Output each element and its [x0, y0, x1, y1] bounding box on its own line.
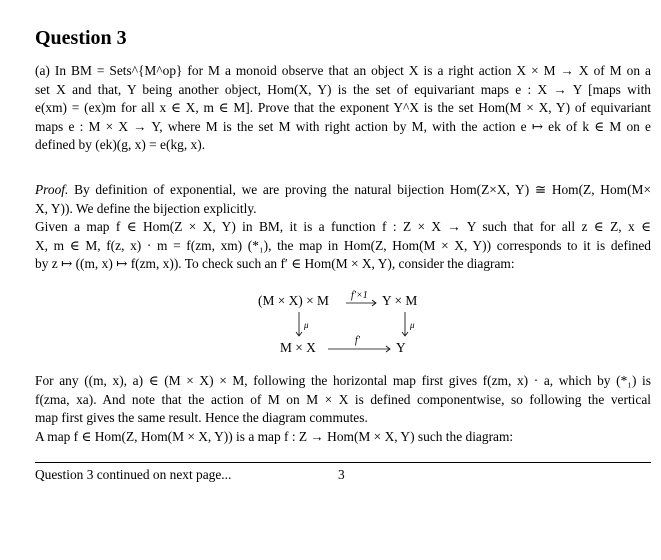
proof-line: By definition of exponential, we are proving the natural bijection Hom(Z×X, Y) ≅ Hom(Z, Hom(M× — [74, 182, 651, 197]
question-line: set X and that, Y being another object, Hom(X, Y) is the set of equivariant maps e : X → Y [maps with — [35, 81, 651, 97]
after-line: For any ((m, x), a) ∈ (M × X) × M, following the horizontal map first gives f(zm, x) · a, which by (*₁) is — [35, 373, 651, 388]
footer-continued-text: Question 3 continued on next page... — [35, 467, 232, 482]
question-line: maps e : M × X → Y, where M is the set M with right action by M, with the action e ↦ ek of k ∈ M on e — [35, 118, 651, 134]
question-heading: Question 3 — [35, 27, 127, 49]
right-arrow-label: μ — [410, 320, 415, 330]
proof-first-line — [35, 181, 651, 200]
bottom-arrow-label: f′ — [355, 335, 360, 346]
left-arrow-label: μ — [304, 320, 309, 330]
proof-line: Given a map f ∈ Hom(Z × X, Y) in BM, it is a function f : Z × X → Y such that for all z ∈ Z, x ∈ — [35, 219, 651, 235]
question-paragraph — [35, 62, 651, 155]
top-arrow-label: f′×1 — [351, 290, 368, 301]
proof-line: by z ↦ ((m, x) ↦ f(zm, x)). To check such an f′ ∈ Hom(M × X, Y), consider the diagram: — [35, 256, 515, 272]
footer-rule — [35, 462, 651, 463]
question-line: defined by (ek)(g, x) = e(kg, x). — [35, 137, 206, 153]
proof-label: Proof. — [35, 182, 69, 197]
diagram-arrows — [250, 285, 450, 365]
diagram-top-right: Y × M — [382, 293, 418, 308]
after-paragraph — [35, 372, 651, 446]
after-line: f(zma, xa). And note that the action of M on M × X is defined componentwise, so following the vertical — [35, 391, 651, 407]
proof-line: X, m ∈ M, f(z, x) · m = f(zm, xm) (*₁), the map in Hom(Z, Hom(M × X, Y)) corresponds to it is defined — [35, 237, 651, 253]
diagram-top-left: (M × X) × M — [258, 293, 329, 308]
after-line: map first gives the same result. Hence the diagram commutes. — [35, 410, 368, 426]
proof-paragraph — [35, 181, 651, 274]
page-number: 3 — [338, 467, 345, 482]
diagram-bottom-left: M × X — [280, 340, 316, 355]
commutative-diagram — [250, 285, 450, 365]
proof-line: X, Y)). We define the bijection explicitly. — [35, 200, 257, 216]
question-line: e(xm) = (ex)m for all x ∈ X, m ∈ M]. Prove that the exponent Y^X is the set Hom(M × X, Y) of equivariant — [35, 100, 651, 116]
question-line: (a) In BM = Sets^{M^op} for M a monoid observe that an object X is a right action X × M → X of M on a — [35, 63, 651, 78]
diagram-bottom-right: Y — [396, 340, 406, 355]
after-line: A map f ∈ Hom(Z, Hom(M × X, Y)) is a map f : Z → Hom(M × X, Y) such the diagram: — [35, 428, 514, 444]
